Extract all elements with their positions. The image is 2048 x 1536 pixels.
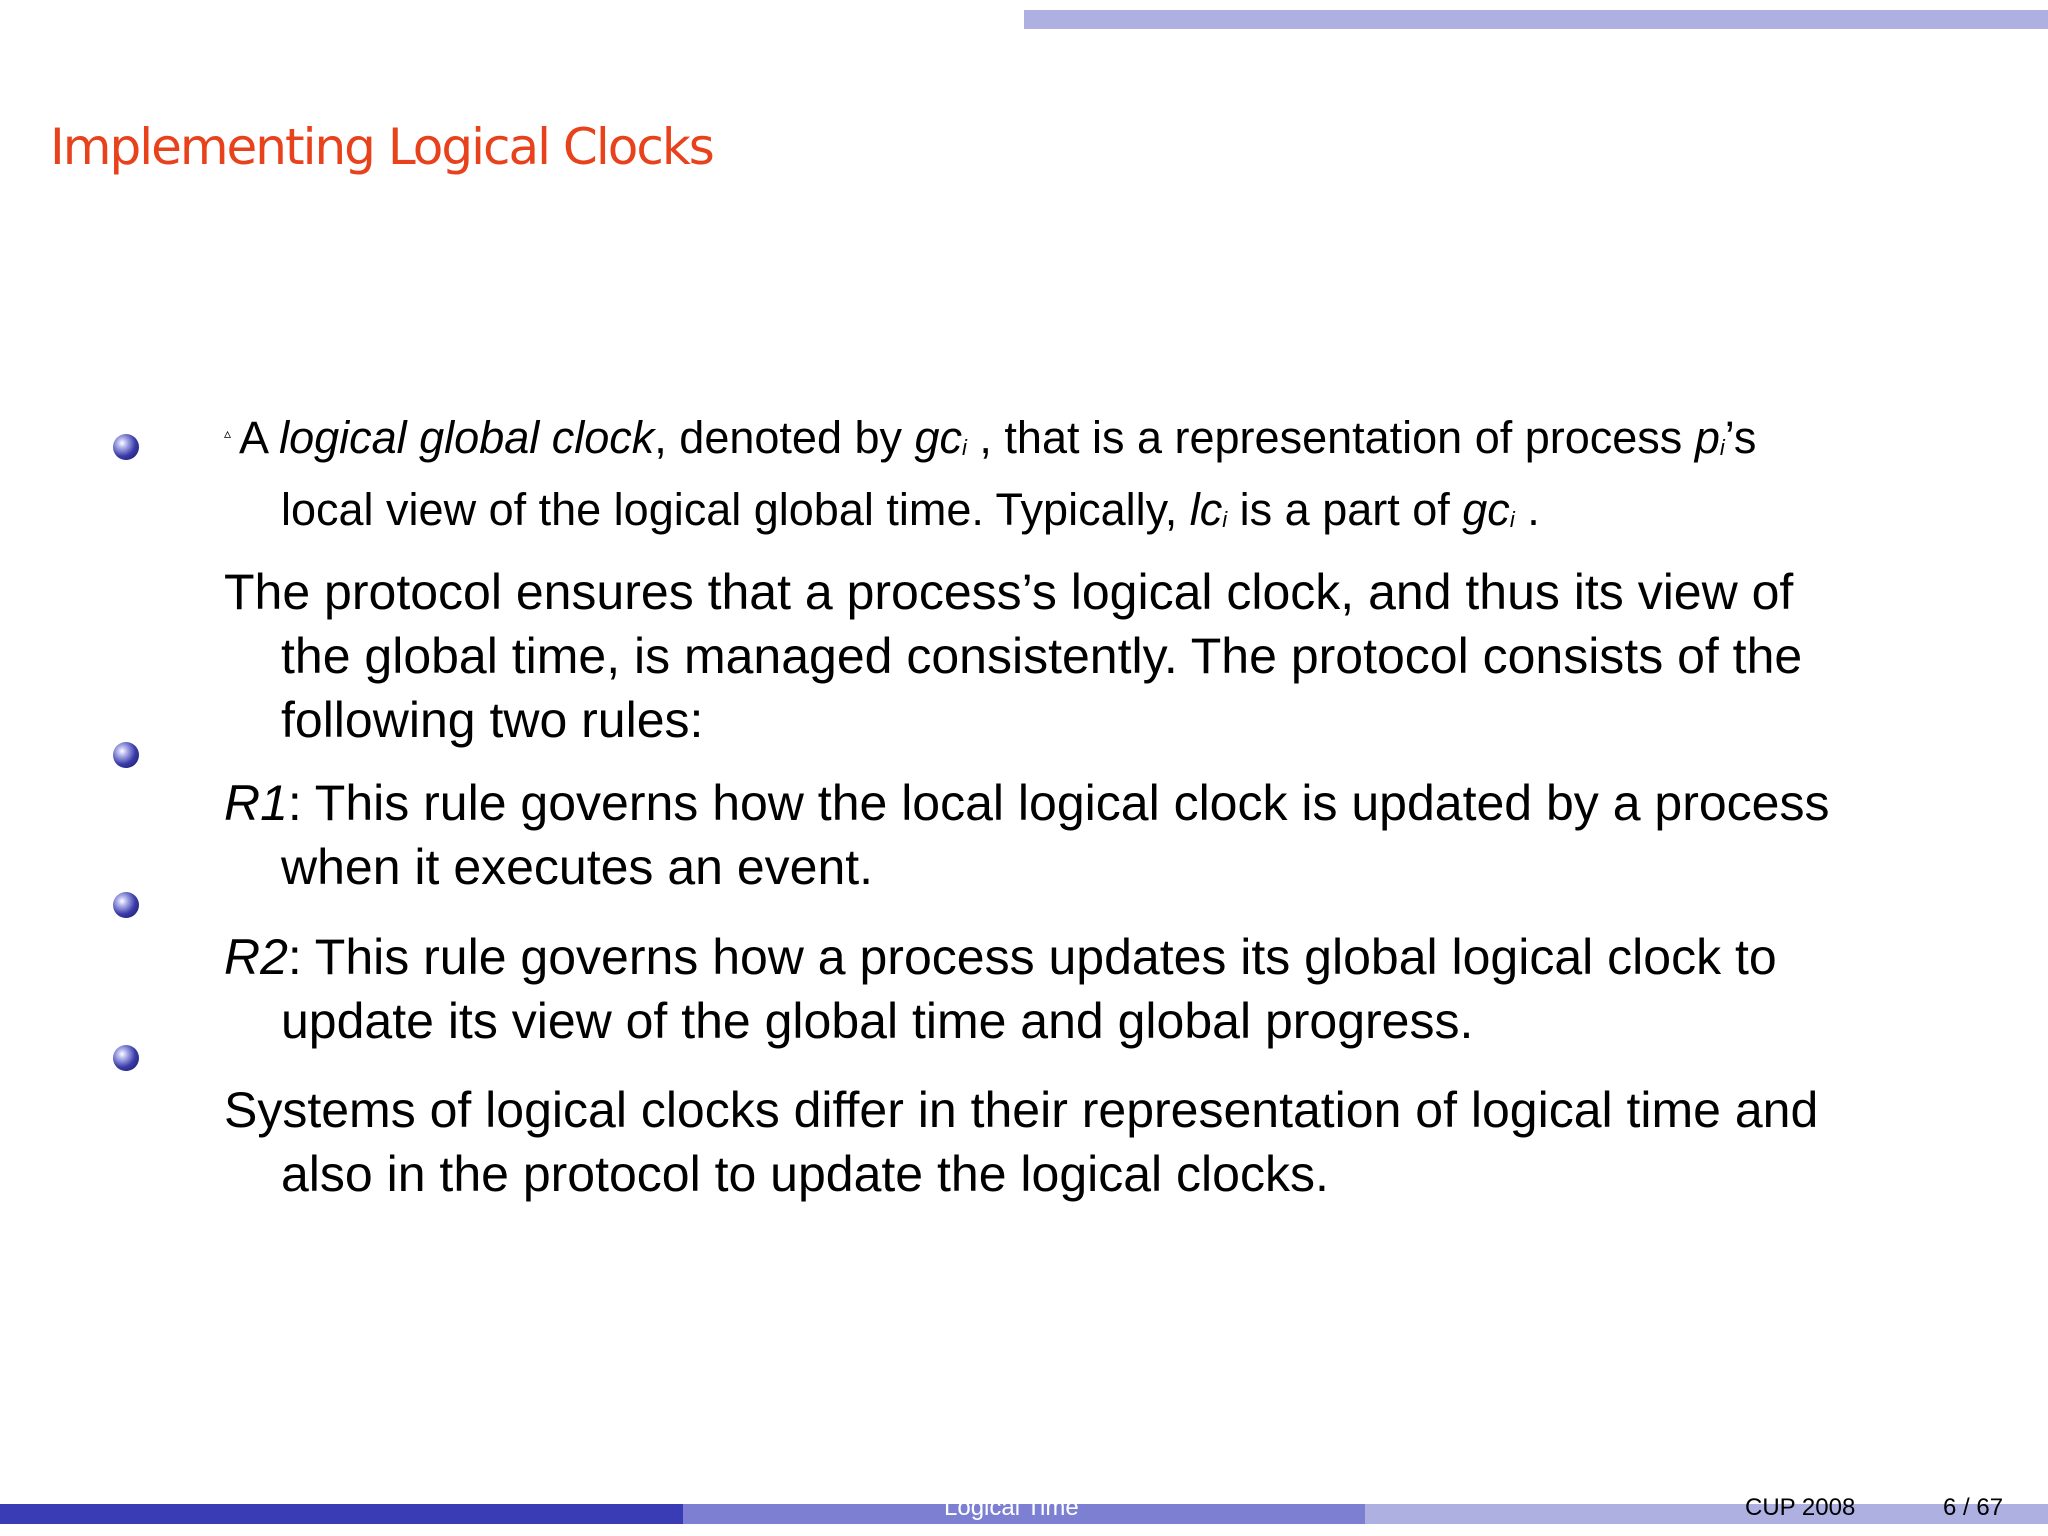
slide-title: Implementing Logical Clocks (50, 118, 713, 176)
footer-source: CUP 2008 (1745, 1494, 1856, 1521)
footer-segment-left (0, 1504, 683, 1524)
paragraph-global-clock: ▵ A logical global clock, denoted by $gc_i$ , that is a representation of process $p_i’s$ local view of the logical global time. Typically, $lc_i$ is a part of $gc_i$ . (224, 407, 1984, 551)
paragraph-systems: Systems of logical clocks differ in their representation of logical time and also in the protocol to update the logical clocks. (224, 1082, 1819, 1202)
page-number: 6 / 67 (1943, 1494, 2004, 1521)
footer-section-title: Logical Time (944, 1494, 1079, 1521)
paragraph-rule-r2: R2: This rule governs how a process updates its global logical clock to update its view of the global time and global progress. (224, 929, 1777, 1049)
rule-label-r2: R2 (224, 929, 288, 985)
rule-label-r1: R1 (224, 775, 288, 831)
bullet-icon (113, 742, 139, 768)
triangle-icon: ▵ (224, 425, 232, 442)
term-logical-global-clock: logical global clock (279, 412, 655, 463)
paragraph-protocol: The protocol ensures that a process’s logical clock, and thus its view of the global time, is managed consistently. The protocol consists of the following two rules: (224, 564, 1803, 748)
bullet-icon (113, 892, 139, 918)
paragraph-rule-r1: R1: This rule governs how the local logical clock is updated by a process when it executes an event. (224, 775, 1830, 895)
bullet-icon (113, 1045, 139, 1071)
header-bar (1024, 10, 2048, 29)
bullet-icon (113, 434, 139, 460)
